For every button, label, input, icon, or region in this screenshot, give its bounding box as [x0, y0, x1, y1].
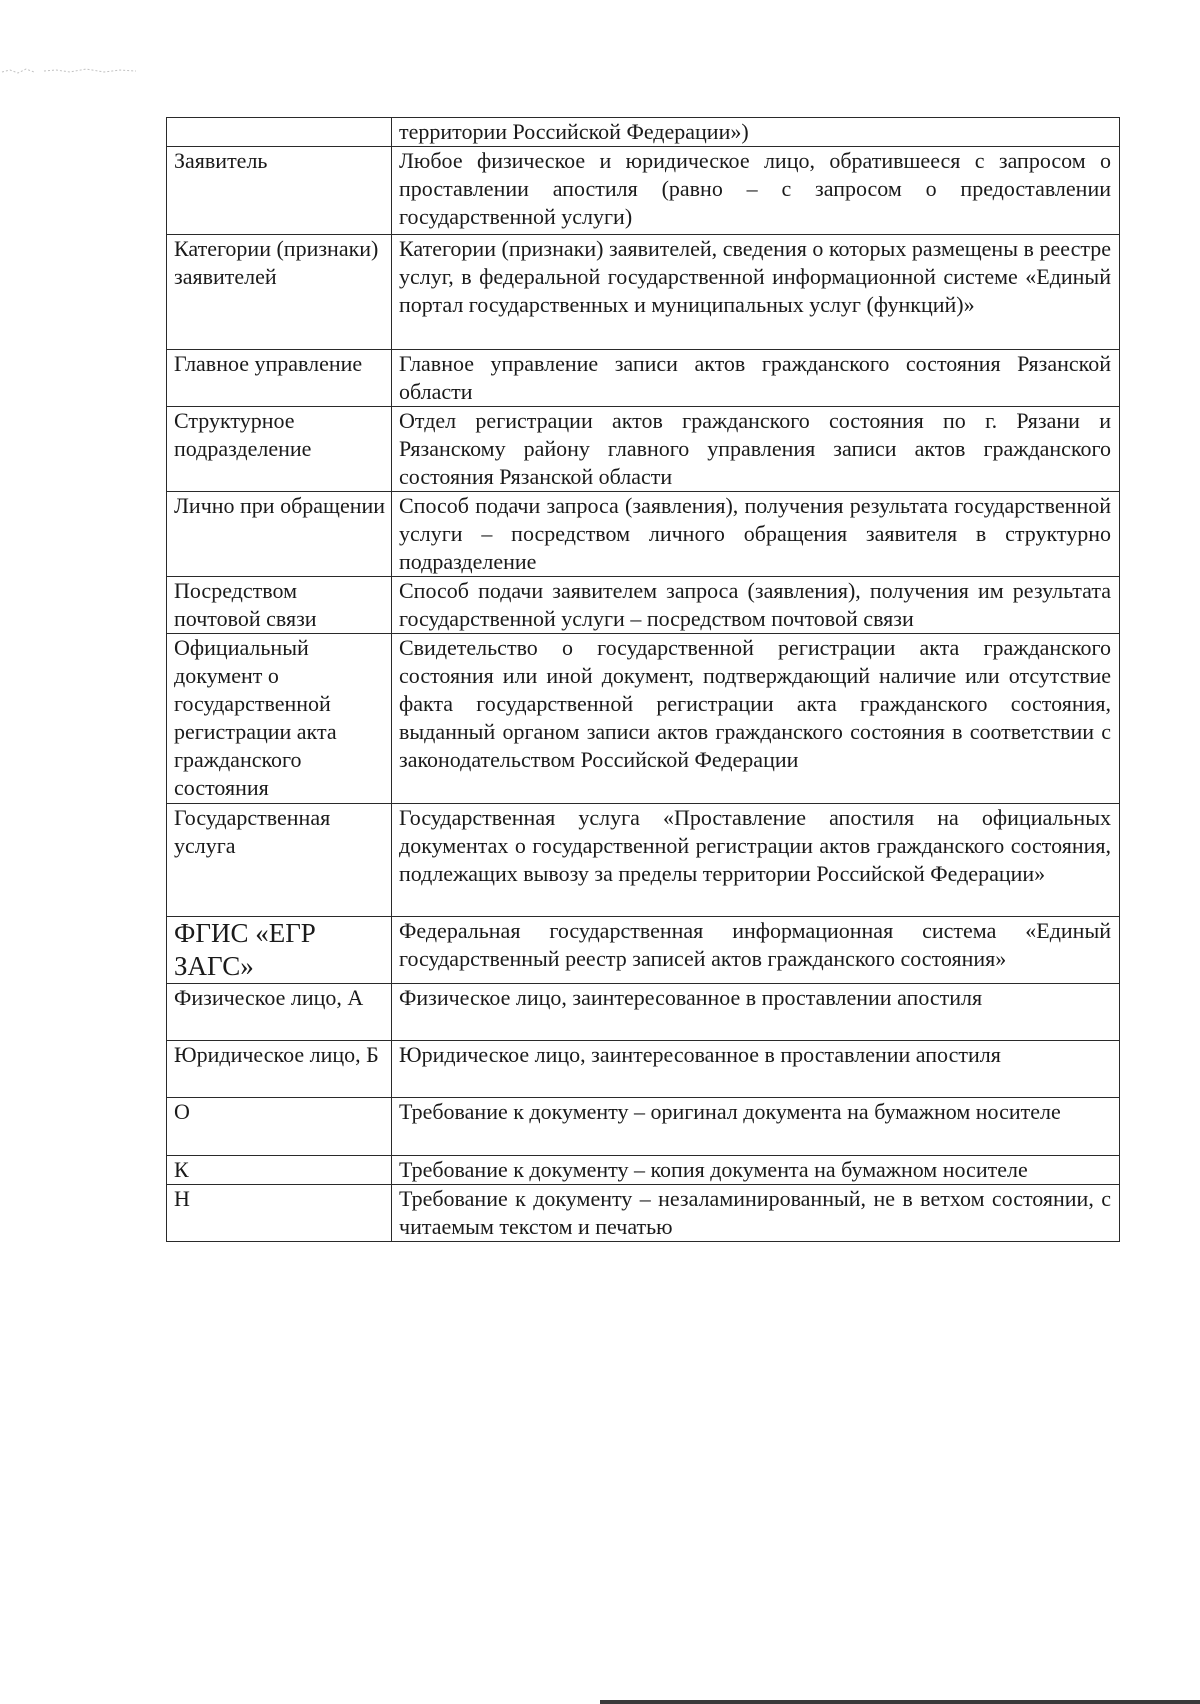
table-row [167, 147, 1120, 235]
table-row [167, 917, 1120, 984]
term-cell [167, 118, 392, 147]
definition-cell: Категории (признаки) заявителей, сведения о которых размещены в реестре услуг, в федеральной государственной информационной системе «Единый портал государственных и муниципальных услуг (функций)» [392, 235, 1120, 350]
scan-edge-line [600, 1700, 1200, 1704]
table-row [167, 492, 1120, 577]
table-row [167, 1156, 1120, 1185]
definition-cell: Отдел регистрации актов гражданского состояния по г. Рязани и Рязанскому району главного управления записи актов гражданского состояния Рязанской области [392, 407, 1120, 492]
term-cell: Физическое лицо, А [167, 984, 392, 1041]
term-cell: Главное управление [167, 350, 392, 407]
term-cell: ФГИС «ЕГР ЗАГС» [167, 917, 392, 984]
definition-cell: Государственная услуга «Проставление апостиля на официальных документах о государственной регистрации актов гражданского состояния, подлежащих вывозу за пределы территории Российской Федерации» [392, 804, 1120, 917]
scan-artifact [0, 62, 140, 78]
table-row [167, 235, 1120, 350]
term-cell: Заявитель [167, 147, 392, 235]
definition-cell: Федеральная государственная информационная система «Единый государственный реестр записей актов гражданского состояния» [392, 917, 1120, 984]
term-cell: Структурное подразделение [167, 407, 392, 492]
definition-cell: Требование к документу – копия документа на бумажном носителе [392, 1156, 1120, 1185]
table-row [167, 118, 1120, 147]
term-cell: Посредством почтовой связи [167, 577, 392, 634]
definition-cell: Физическое лицо, заинтересованное в проставлении апостиля [392, 984, 1120, 1041]
term-cell: Н [167, 1185, 392, 1242]
term-cell: О [167, 1098, 392, 1156]
term-cell: Лично при обращении [167, 492, 392, 577]
definition-cell: Способ подачи заявителем запроса (заявления), получения им результата государственной услуги – посредством почтовой связи [392, 577, 1120, 634]
glossary-table [166, 117, 1120, 1242]
definition-cell: территории Российской Федерации») [392, 118, 1120, 147]
definition-cell: Способ подачи запроса (заявления), получения результата государственной услуги – посредством личного обращения заявителя в структурно подразделение [392, 492, 1120, 577]
table-row [167, 1041, 1120, 1098]
table-row [167, 804, 1120, 917]
definition-cell: Свидетельство о государственной регистрации акта гражданского состояния или иной документ, подтверждающий наличие или отсутствие факта государственной регистрации акта гражданского состояния, выданный органом записи актов гражданского состояния в соответствии с законодательством Российской Федерации [392, 634, 1120, 804]
term-cell: Юридическое лицо, Б [167, 1041, 392, 1098]
table-row [167, 407, 1120, 492]
definition-cell: Любое физическое и юридическое лицо, обратившееся с запросом о проставлении апостиля (равно – с запросом о предоставлении государственной услуги) [392, 147, 1120, 235]
table-row [167, 1185, 1120, 1242]
term-cell: Государственная услуга [167, 804, 392, 917]
table-row [167, 350, 1120, 407]
definition-cell: Главное управление записи актов гражданского состояния Рязанской области [392, 350, 1120, 407]
definition-cell: Требование к документу – незаламинированный, не в ветхом состоянии, с читаемым текстом и печатью [392, 1185, 1120, 1242]
table-row [167, 984, 1120, 1041]
table-row [167, 634, 1120, 804]
term-cell: Официальный документ о государственной регистрации акта гражданского состояния [167, 634, 392, 804]
term-cell: К [167, 1156, 392, 1185]
table-row [167, 577, 1120, 634]
definition-cell: Юридическое лицо, заинтересованное в проставлении апостиля [392, 1041, 1120, 1098]
term-cell: Категории (признаки) заявителей [167, 235, 392, 350]
table-row [167, 1098, 1120, 1156]
definition-cell: Требование к документу – оригинал документа на бумажном носителе [392, 1098, 1120, 1156]
